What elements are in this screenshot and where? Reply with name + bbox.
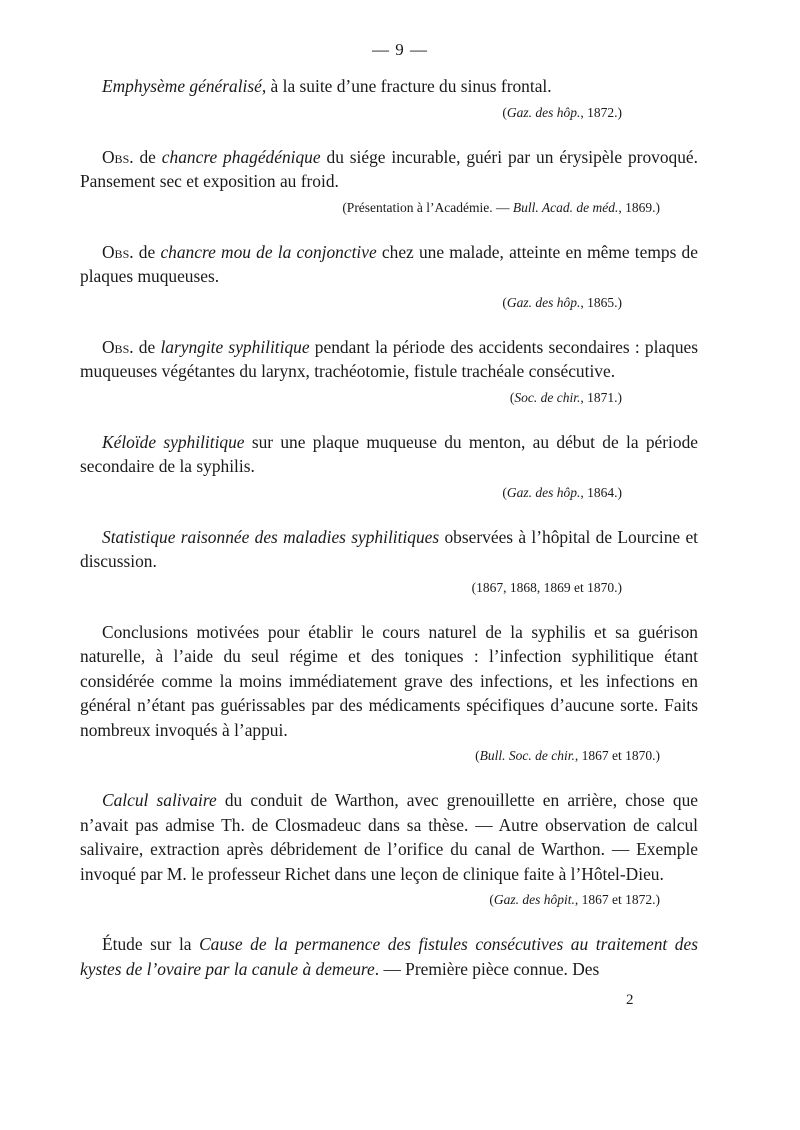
entry-source (80, 483, 698, 503)
entry-run: chez une malade, atteinte en même temps de plaques muqueuses. (80, 241, 698, 286)
entry-text (80, 620, 698, 743)
entry-text (80, 525, 698, 574)
publication-entry (80, 335, 698, 408)
obs-label: Obs. (102, 336, 134, 357)
source-run: , 1871.) (580, 389, 622, 405)
entry-source (80, 890, 698, 910)
source-run: Bull. Acad. de méd. (512, 199, 619, 215)
publication-entry (80, 525, 698, 598)
source-run: ( (489, 892, 494, 907)
entry-run: de (133, 146, 162, 167)
publication-entry (80, 240, 698, 313)
source-run: Gaz. des hôp. (506, 484, 581, 500)
source-run: (Présentation à l’Académie. — (342, 199, 513, 215)
entry-title: Calcul salivaire (102, 790, 217, 810)
entry-title: laryngite syphilitique (160, 336, 310, 357)
entry-text (80, 74, 698, 99)
entry-title: chancre phagédénique (161, 146, 321, 167)
publication-entry (80, 74, 698, 123)
entry-text (80, 145, 698, 194)
entry-text (80, 788, 698, 886)
entry-title: Kéloïde syphilitique (102, 431, 245, 452)
publication-list (80, 74, 698, 1003)
source-run: ( (502, 484, 507, 500)
entry-run: de (133, 336, 161, 357)
source-run: , 1872.) (580, 104, 622, 120)
entry-source (80, 388, 698, 408)
source-run: ( (502, 104, 507, 120)
source-run: Bull. Soc. de chir. (479, 748, 575, 763)
entry-text (80, 932, 698, 981)
source-run: (1867, 1868, 1869 et 1870.) (471, 579, 622, 595)
entry-source (80, 578, 698, 598)
publication-entry (80, 932, 698, 981)
source-run: Gaz. des hôp. (506, 104, 581, 120)
source-run: , 1867 et 1870.) (574, 748, 660, 763)
entry-run: de (133, 241, 161, 262)
entry-source (80, 103, 698, 123)
entry-title: chancre mou de la conjonctive (160, 241, 377, 262)
entry-run: , à la suite d’une fracture du sinus frontal. (261, 76, 552, 96)
entry-text (80, 240, 698, 289)
source-run: Soc. de chir. (514, 389, 581, 405)
entry-source (80, 198, 698, 218)
obs-label: Obs. (102, 241, 134, 262)
source-run: , 1865.) (580, 294, 622, 310)
entry-title: Cause de la permanence des fistules consécutives au traitement des kystes de l’ovaire par la canule à demeure (80, 934, 698, 979)
entry-title: Emphysème généralisé (102, 76, 262, 96)
entry-text (80, 430, 698, 479)
obs-label: Obs. (102, 146, 134, 167)
source-run: Gaz. des hôpit. (493, 892, 575, 907)
entry-source (80, 746, 698, 766)
source-run: , 1869.) (618, 199, 660, 215)
publication-entry (80, 620, 698, 767)
source-run: ( (475, 748, 480, 763)
source-run: Gaz. des hôp. (506, 294, 581, 310)
entry-text (80, 335, 698, 384)
publication-entry (80, 145, 698, 218)
entry-source (80, 293, 698, 313)
publication-entry (80, 788, 698, 910)
page-number: — 9 — (372, 40, 428, 59)
entry-run: Étude sur la (102, 934, 200, 954)
source-run: ( (509, 389, 515, 405)
entry-run: du conduit de Warthon, avec grenouillette en arrière, chose que n’avait pas admise Th. de Closmadeuc dans sa thèse. — Autre observation de calcul salivaire, extraction après débridement de l’orifice du canal de Warthon. — Exemple invoqué par M. le professeur Richet dans une leçon de clinique faite à l’Hôtel-Dieu. (80, 790, 698, 884)
entry-run: . — Première pièce connue. Des (374, 958, 600, 979)
entry-title: Statistique raisonnée des maladies syphilitiques (102, 526, 440, 547)
entry-run: observées à l’hôpital de Lourcine et discussion. (80, 526, 699, 571)
source-run: , 1864.) (580, 484, 622, 500)
entry-run: sur une plaque muqueuse du menton, au début de la période secondaire de la syphilis. (80, 431, 698, 476)
entry-run: pendant la période des accidents secondaires : plaques muqueuses végétantes du larynx, trachéotomie, fistule trachéale consécutive. (80, 336, 698, 381)
publication-entry (80, 430, 698, 503)
entry-run: du siége incurable, guéri par un érysipèle provoqué. Pansement sec et exposition au froid. (80, 146, 699, 191)
source-run: , 1867 et 1872.) (574, 892, 660, 907)
entry-run: Conclusions motivées pour établir le cours naturel de la syphilis et sa guérison naturelle, à l’aide du seul régime et des toniques : l’infection syphilitique étant considérée comme la moins immédiatement grave des infections, et les infections en général n’étant pas guérissables par des médicaments spécifiques d’aucune sorte. Faits nombreux invoqués à l’appui. (80, 621, 698, 740)
signature-mark: 2 (626, 992, 634, 1008)
source-run: ( (502, 294, 507, 310)
